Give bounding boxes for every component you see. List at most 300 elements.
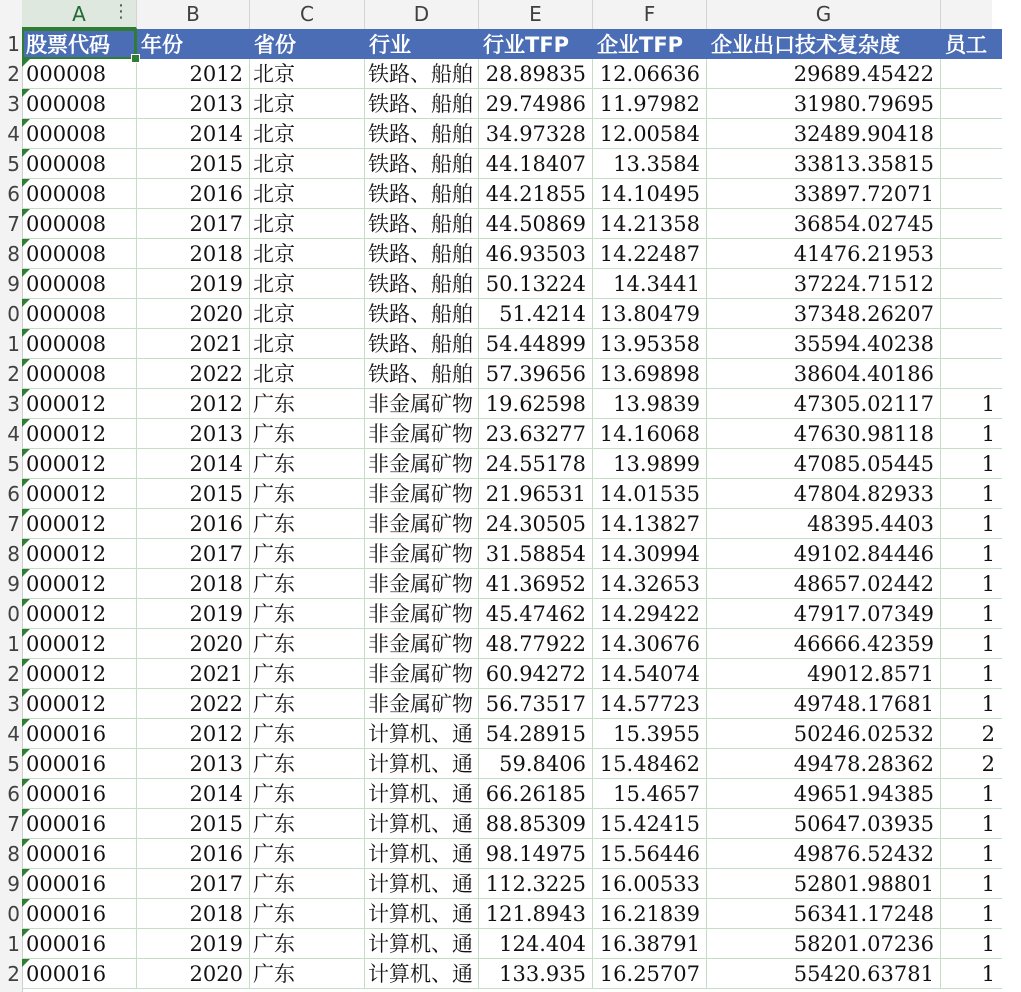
row-number[interactable]: 0 [7,302,20,326]
row-number[interactable]: 4 [7,122,20,146]
row-number[interactable]: 8 [7,242,20,266]
cell[interactable]: 1 [981,932,995,956]
cell[interactable]: 2014 [137,779,250,808]
cell[interactable]: 广东 [250,479,365,508]
cell[interactable]: 广东 [250,509,365,538]
cell[interactable] [941,209,1001,238]
row-number[interactable]: 2 [7,62,20,86]
cell[interactable]: 铁路、船舶 [365,209,479,238]
cell[interactable]: 000016 [22,839,137,868]
cell[interactable]: 133.935 [479,959,593,988]
cell[interactable]: 计算机、通 [365,959,479,988]
cell[interactable]: 50647.03935 [707,809,941,838]
cell[interactable]: 铁路、船舶 [365,359,479,388]
cell[interactable]: 1 [981,632,995,656]
cell[interactable]: 非金属矿物 [365,479,479,508]
cell[interactable]: 46.93503 [479,239,593,268]
cell[interactable]: 1 [981,452,995,476]
cell[interactable]: 56341.17248 [707,899,941,928]
column-header-c[interactable]: C [250,0,365,29]
row-number[interactable]: 7 [7,212,20,236]
cell[interactable]: 非金属矿物 [365,689,479,718]
cell[interactable]: 11.97982 [593,89,707,118]
cell[interactable]: 33897.72071 [707,179,941,208]
cell[interactable]: 非金属矿物 [365,389,479,418]
cell[interactable] [941,329,1001,358]
row-number[interactable]: 1 [7,332,20,356]
cell[interactable]: 000008 [22,119,137,148]
cell[interactable]: 16.25707 [593,959,707,988]
row-number[interactable]: 1 [7,932,20,956]
cell[interactable]: 44.50869 [479,209,593,238]
cell[interactable]: 铁路、船舶 [365,239,479,268]
cell[interactable]: 广东 [250,659,365,688]
cell[interactable]: 北京 [250,209,365,238]
cell[interactable]: 非金属矿物 [365,569,479,598]
cell[interactable]: 000016 [22,959,137,988]
cell[interactable]: 非金属矿物 [365,629,479,658]
cell[interactable]: 广东 [250,629,365,658]
cell[interactable]: 14.01535 [593,479,707,508]
cell[interactable]: 14.3441 [593,269,707,298]
cell[interactable]: 计算机、通 [365,899,479,928]
cell[interactable]: 非金属矿物 [365,659,479,688]
cell[interactable]: 计算机、通 [365,929,479,958]
cell[interactable]: 铁路、船舶 [365,149,479,178]
cell[interactable]: 000008 [22,299,137,328]
cell[interactable] [941,359,1001,388]
cell[interactable]: 计算机、通 [365,809,479,838]
cell[interactable]: 1 [981,692,995,716]
cell[interactable]: 1 [981,872,995,896]
header-cell[interactable]: 企业出口技术复杂度 [711,33,900,57]
column-header-bar [0,0,992,30]
cell[interactable]: 13.69898 [593,359,707,388]
cell[interactable]: 29689.45422 [707,59,941,88]
cell[interactable]: 北京 [250,119,365,148]
cell[interactable]: 88.85309 [479,809,593,838]
header-cell[interactable]: 年份 [141,33,183,57]
cell[interactable]: 2022 [137,359,250,388]
cell[interactable]: 铁路、船舶 [365,119,479,148]
cell[interactable]: 2013 [137,749,250,778]
cell[interactable]: 37348.26207 [707,299,941,328]
cell[interactable]: 2012 [137,389,250,418]
cell[interactable]: 非金属矿物 [365,599,479,628]
row-number[interactable]: 9 [7,872,20,896]
cell[interactable]: 2015 [137,479,250,508]
cell[interactable] [941,119,1001,148]
cell[interactable] [941,269,1001,298]
cell[interactable]: 铁路、船舶 [365,269,479,298]
row-number[interactable]: 3 [7,92,20,116]
cell[interactable]: 47305.02117 [707,389,941,418]
text-number-warning-icon [22,119,30,127]
cell[interactable]: 34.97328 [479,119,593,148]
cell[interactable]: 2021 [137,659,250,688]
cell[interactable]: 000012 [22,419,137,448]
column-header-d[interactable]: D [365,0,479,29]
row-number[interactable]: 0 [7,902,20,926]
row-number[interactable]: 5 [7,752,20,776]
cell[interactable]: 44.18407 [479,149,593,178]
cell[interactable]: 计算机、通 [365,779,479,808]
cell[interactable]: 13.80479 [593,299,707,328]
cell[interactable]: 000008 [22,359,137,388]
cell[interactable]: 54.44899 [479,329,593,358]
column-header-f[interactable]: F [593,0,707,29]
cell[interactable]: 000012 [22,449,137,478]
cell[interactable]: 北京 [250,59,365,88]
cell[interactable]: 45.47462 [479,599,593,628]
cell[interactable]: 15.3955 [593,719,707,748]
header-cell[interactable]: 员工 [945,33,987,57]
cell[interactable]: 1 [981,572,995,596]
cell[interactable]: 000008 [22,59,137,88]
cell[interactable]: 52801.98801 [707,869,941,898]
cell[interactable]: 49876.52432 [707,839,941,868]
row-number[interactable]: 3 [7,692,20,716]
row-number[interactable]: 1 [7,632,20,656]
cell[interactable]: 1 [981,542,995,566]
cell[interactable]: 14.32653 [593,569,707,598]
cell[interactable]: 2012 [137,59,250,88]
cell[interactable]: 广东 [250,899,365,928]
cell[interactable]: 2016 [137,839,250,868]
cell[interactable]: 1 [981,962,995,986]
cell[interactable]: 计算机、通 [365,839,479,868]
cell[interactable]: 56.73517 [479,689,593,718]
cell[interactable]: 14.57723 [593,689,707,718]
cell[interactable]: 2014 [137,119,250,148]
cell[interactable]: 广东 [250,869,365,898]
cell[interactable]: 16.38791 [593,929,707,958]
cell[interactable]: 广东 [250,839,365,868]
cell[interactable] [941,89,1001,118]
cell[interactable]: 广东 [250,389,365,418]
cell[interactable]: 36854.02745 [707,209,941,238]
cell[interactable]: 000012 [22,599,137,628]
row-number[interactable]: 2 [7,662,20,686]
cell[interactable]: 非金属矿物 [365,509,479,538]
cell[interactable]: 广东 [250,599,365,628]
row-number[interactable]: 4 [7,422,20,446]
cell[interactable]: 广东 [250,689,365,718]
cell[interactable]: 60.94272 [479,659,593,688]
cell[interactable] [941,179,1001,208]
cell[interactable]: 66.26185 [479,779,593,808]
cell[interactable]: 北京 [250,149,365,178]
cell[interactable]: 铁路、船舶 [365,179,479,208]
column-header-g[interactable]: G [707,0,941,29]
cell[interactable]: 2013 [137,89,250,118]
cell[interactable]: 北京 [250,179,365,208]
cell[interactable]: 000008 [22,239,137,268]
cell[interactable]: 2018 [137,239,250,268]
cell[interactable]: 14.16068 [593,419,707,448]
cell[interactable]: 000016 [22,749,137,778]
row-number[interactable]: 9 [7,572,20,596]
cell[interactable]: 47085.05445 [707,449,941,478]
cell[interactable]: 59.8406 [479,749,593,778]
cell[interactable]: 98.14975 [479,839,593,868]
cell[interactable]: 北京 [250,329,365,358]
cell[interactable]: 2019 [137,929,250,958]
cell[interactable]: 41476.21953 [707,239,941,268]
cell[interactable]: 29.74986 [479,89,593,118]
cell[interactable]: 000008 [22,149,137,178]
cell[interactable]: 19.62598 [479,389,593,418]
cell[interactable]: 48395.4403 [707,509,941,538]
cell[interactable]: 48657.02442 [707,569,941,598]
cell[interactable]: 计算机、通 [365,719,479,748]
row-number[interactable]: 8 [7,842,20,866]
cell[interactable]: 广东 [250,929,365,958]
cell[interactable]: 1 [981,602,995,626]
cell[interactable]: 000016 [22,809,137,838]
row-number[interactable]: 2 [7,362,20,386]
cell[interactable]: 1 [981,812,995,836]
fill-handle[interactable] [131,54,140,63]
row-number[interactable]: 0 [7,602,20,626]
cell[interactable]: 54.28915 [479,719,593,748]
cell[interactable] [941,59,1001,88]
cell[interactable]: 广东 [250,779,365,808]
cell[interactable]: 49012.8571 [707,659,941,688]
cell[interactable]: 14.30994 [593,539,707,568]
cell[interactable]: 广东 [250,959,365,988]
cell[interactable]: 1 [981,782,995,806]
cell[interactable]: 广东 [250,749,365,778]
column-header-e[interactable]: E [479,0,593,29]
cell[interactable]: 000012 [22,539,137,568]
cell[interactable]: 49478.28362 [707,749,941,778]
column-header-a[interactable]: A [22,0,137,29]
cell[interactable]: 2018 [137,569,250,598]
cell[interactable]: 50.13224 [479,269,593,298]
cell[interactable]: 12.00584 [593,119,707,148]
cell[interactable]: 2019 [137,599,250,628]
cell[interactable]: 2020 [137,629,250,658]
cell[interactable]: 000008 [22,179,137,208]
header-cell[interactable]: 股票代码 [22,29,137,59]
cell[interactable]: 1 [981,512,995,536]
cell[interactable]: 2015 [137,149,250,178]
cell[interactable]: 21.96531 [479,479,593,508]
cell[interactable]: 2012 [137,719,250,748]
cell[interactable] [941,239,1001,268]
header-cell[interactable]: 企业TFP [597,33,684,57]
cell[interactable]: 000008 [22,209,137,238]
cell[interactable]: 13.3584 [593,149,707,178]
cell[interactable]: 2014 [137,449,250,478]
cell[interactable]: 15.56446 [593,839,707,868]
cell[interactable]: 广东 [250,719,365,748]
cell[interactable]: 铁路、船舶 [365,89,479,118]
cell[interactable]: 广东 [250,569,365,598]
cell[interactable]: 50246.02532 [707,719,941,748]
cell[interactable]: 1 [981,422,995,446]
cell[interactable]: 000016 [22,899,137,928]
cell[interactable]: 000012 [22,569,137,598]
cell[interactable]: 14.21358 [593,209,707,238]
row-number[interactable]: 5 [7,452,20,476]
cell[interactable]: 2017 [137,869,250,898]
header-cell[interactable]: 行业 [369,33,411,57]
row-number[interactable]: 6 [7,482,20,506]
column-header-b[interactable]: B [137,0,250,29]
cell[interactable]: 广东 [250,449,365,478]
row-number[interactable]: 7 [7,512,20,536]
cell[interactable]: 2015 [137,809,250,838]
cell[interactable]: 2016 [137,509,250,538]
cell[interactable]: 000016 [22,869,137,898]
row-number[interactable]: 4 [7,722,20,746]
cell[interactable]: 000012 [22,479,137,508]
cell[interactable]: 2 [981,752,995,776]
cell[interactable]: 14.29422 [593,599,707,628]
cell[interactable]: 北京 [250,269,365,298]
cell[interactable]: 124.404 [479,929,593,958]
cell[interactable]: 14.30676 [593,629,707,658]
column-options-icon[interactable]: ⋮ [112,1,130,22]
cell[interactable]: 28.89835 [479,59,593,88]
cell[interactable]: 46666.42359 [707,629,941,658]
cell[interactable]: 广东 [250,539,365,568]
cell[interactable]: 31.58854 [479,539,593,568]
cell[interactable]: 铁路、船舶 [365,59,479,88]
cell[interactable]: 58201.07236 [707,929,941,958]
cell[interactable]: 广东 [250,419,365,448]
cell[interactable]: 2020 [137,299,250,328]
cell[interactable]: 1 [981,902,995,926]
row-number[interactable]: 6 [7,782,20,806]
row-number[interactable]: 1 [7,32,20,56]
cell[interactable]: 47917.07349 [707,599,941,628]
cell[interactable]: 48.77922 [479,629,593,658]
cell[interactable]: 北京 [250,299,365,328]
cell[interactable]: 47804.82933 [707,479,941,508]
cell[interactable]: 31980.79695 [707,89,941,118]
cell[interactable]: 非金属矿物 [365,449,479,478]
cell[interactable]: 24.30505 [479,509,593,538]
cell[interactable]: 16.00533 [593,869,707,898]
cell[interactable]: 13.9899 [593,449,707,478]
cell[interactable]: 非金属矿物 [365,539,479,568]
cell[interactable]: 000008 [22,269,137,298]
cell[interactable]: 16.21839 [593,899,707,928]
cell[interactable]: 15.42415 [593,809,707,838]
cell[interactable]: 12.06636 [593,59,707,88]
cell[interactable] [941,299,1001,328]
cell[interactable]: 32489.90418 [707,119,941,148]
cell[interactable]: 000012 [22,389,137,418]
header-cell[interactable]: 行业TFP [483,33,570,57]
cell[interactable]: 55420.63781 [707,959,941,988]
cell[interactable]: 15.4657 [593,779,707,808]
cell[interactable]: 14.10495 [593,179,707,208]
cell[interactable]: 广东 [250,809,365,838]
cell[interactable]: 23.63277 [479,419,593,448]
cell[interactable]: 计算机、通 [365,749,479,778]
cell[interactable]: 2019 [137,269,250,298]
table-row [22,659,1002,689]
row-number[interactable]: 8 [7,542,20,566]
row-number[interactable]: 5 [7,152,20,176]
cell[interactable]: 112.3225 [479,869,593,898]
cell[interactable]: 1 [981,482,995,506]
cell[interactable]: 2 [981,722,995,746]
cell[interactable]: 14.54074 [593,659,707,688]
cell[interactable]: 2017 [137,539,250,568]
cell[interactable]: 1 [981,842,995,866]
cell[interactable]: 57.39656 [479,359,593,388]
cell[interactable]: 北京 [250,89,365,118]
cell[interactable]: 49651.94385 [707,779,941,808]
cell[interactable]: 14.22487 [593,239,707,268]
cell[interactable]: 2016 [137,179,250,208]
cell[interactable]: 14.13827 [593,509,707,538]
cell[interactable]: 121.8943 [479,899,593,928]
cell[interactable]: 北京 [250,239,365,268]
cell[interactable]: 000008 [22,329,137,358]
cell[interactable]: 2022 [137,689,250,718]
cell[interactable]: 000012 [22,509,137,538]
cell[interactable]: 计算机、通 [365,869,479,898]
cell[interactable]: 000016 [22,719,137,748]
cell[interactable]: 44.21855 [479,179,593,208]
cell[interactable]: 49102.84446 [707,539,941,568]
cell[interactable]: 13.95358 [593,329,707,358]
row-number[interactable]: 9 [7,272,20,296]
cell[interactable]: 铁路、船舶 [365,329,479,358]
cell[interactable]: 非金属矿物 [365,419,479,448]
cell[interactable]: 35594.40238 [707,329,941,358]
cell[interactable]: 1 [981,662,995,686]
cell[interactable]: 000012 [22,629,137,658]
cell[interactable]: 24.55178 [479,449,593,478]
cell[interactable]: 15.48462 [593,749,707,778]
row-number[interactable]: 3 [7,392,20,416]
cell[interactable]: 41.36952 [479,569,593,598]
cell[interactable]: 000012 [22,689,137,718]
cell[interactable]: 北京 [250,359,365,388]
row-number[interactable]: 7 [7,812,20,836]
cell[interactable] [941,149,1001,178]
cell[interactable]: 2020 [137,959,250,988]
cell[interactable]: 38604.40186 [707,359,941,388]
cell[interactable]: 37224.71512 [707,269,941,298]
cell[interactable]: 13.9839 [593,389,707,418]
cell[interactable]: 铁路、船舶 [365,299,479,328]
cell[interactable]: 33813.35815 [707,149,941,178]
cell[interactable]: 2017 [137,209,250,238]
cell[interactable]: 000012 [22,659,137,688]
cell[interactable]: 2013 [137,419,250,448]
cell[interactable]: 1 [981,392,995,416]
row-number[interactable]: 2 [7,962,20,986]
cell[interactable]: 47630.98118 [707,419,941,448]
cell[interactable]: 000016 [22,929,137,958]
row-number[interactable]: 6 [7,182,20,206]
cell[interactable]: 2021 [137,329,250,358]
cell[interactable]: 49748.17681 [707,689,941,718]
cell[interactable]: 000008 [22,89,137,118]
cell[interactable]: 51.4214 [479,299,593,328]
cell[interactable]: 000016 [22,779,137,808]
cell[interactable]: 2018 [137,899,250,928]
header-cell[interactable]: 省份 [254,33,296,57]
